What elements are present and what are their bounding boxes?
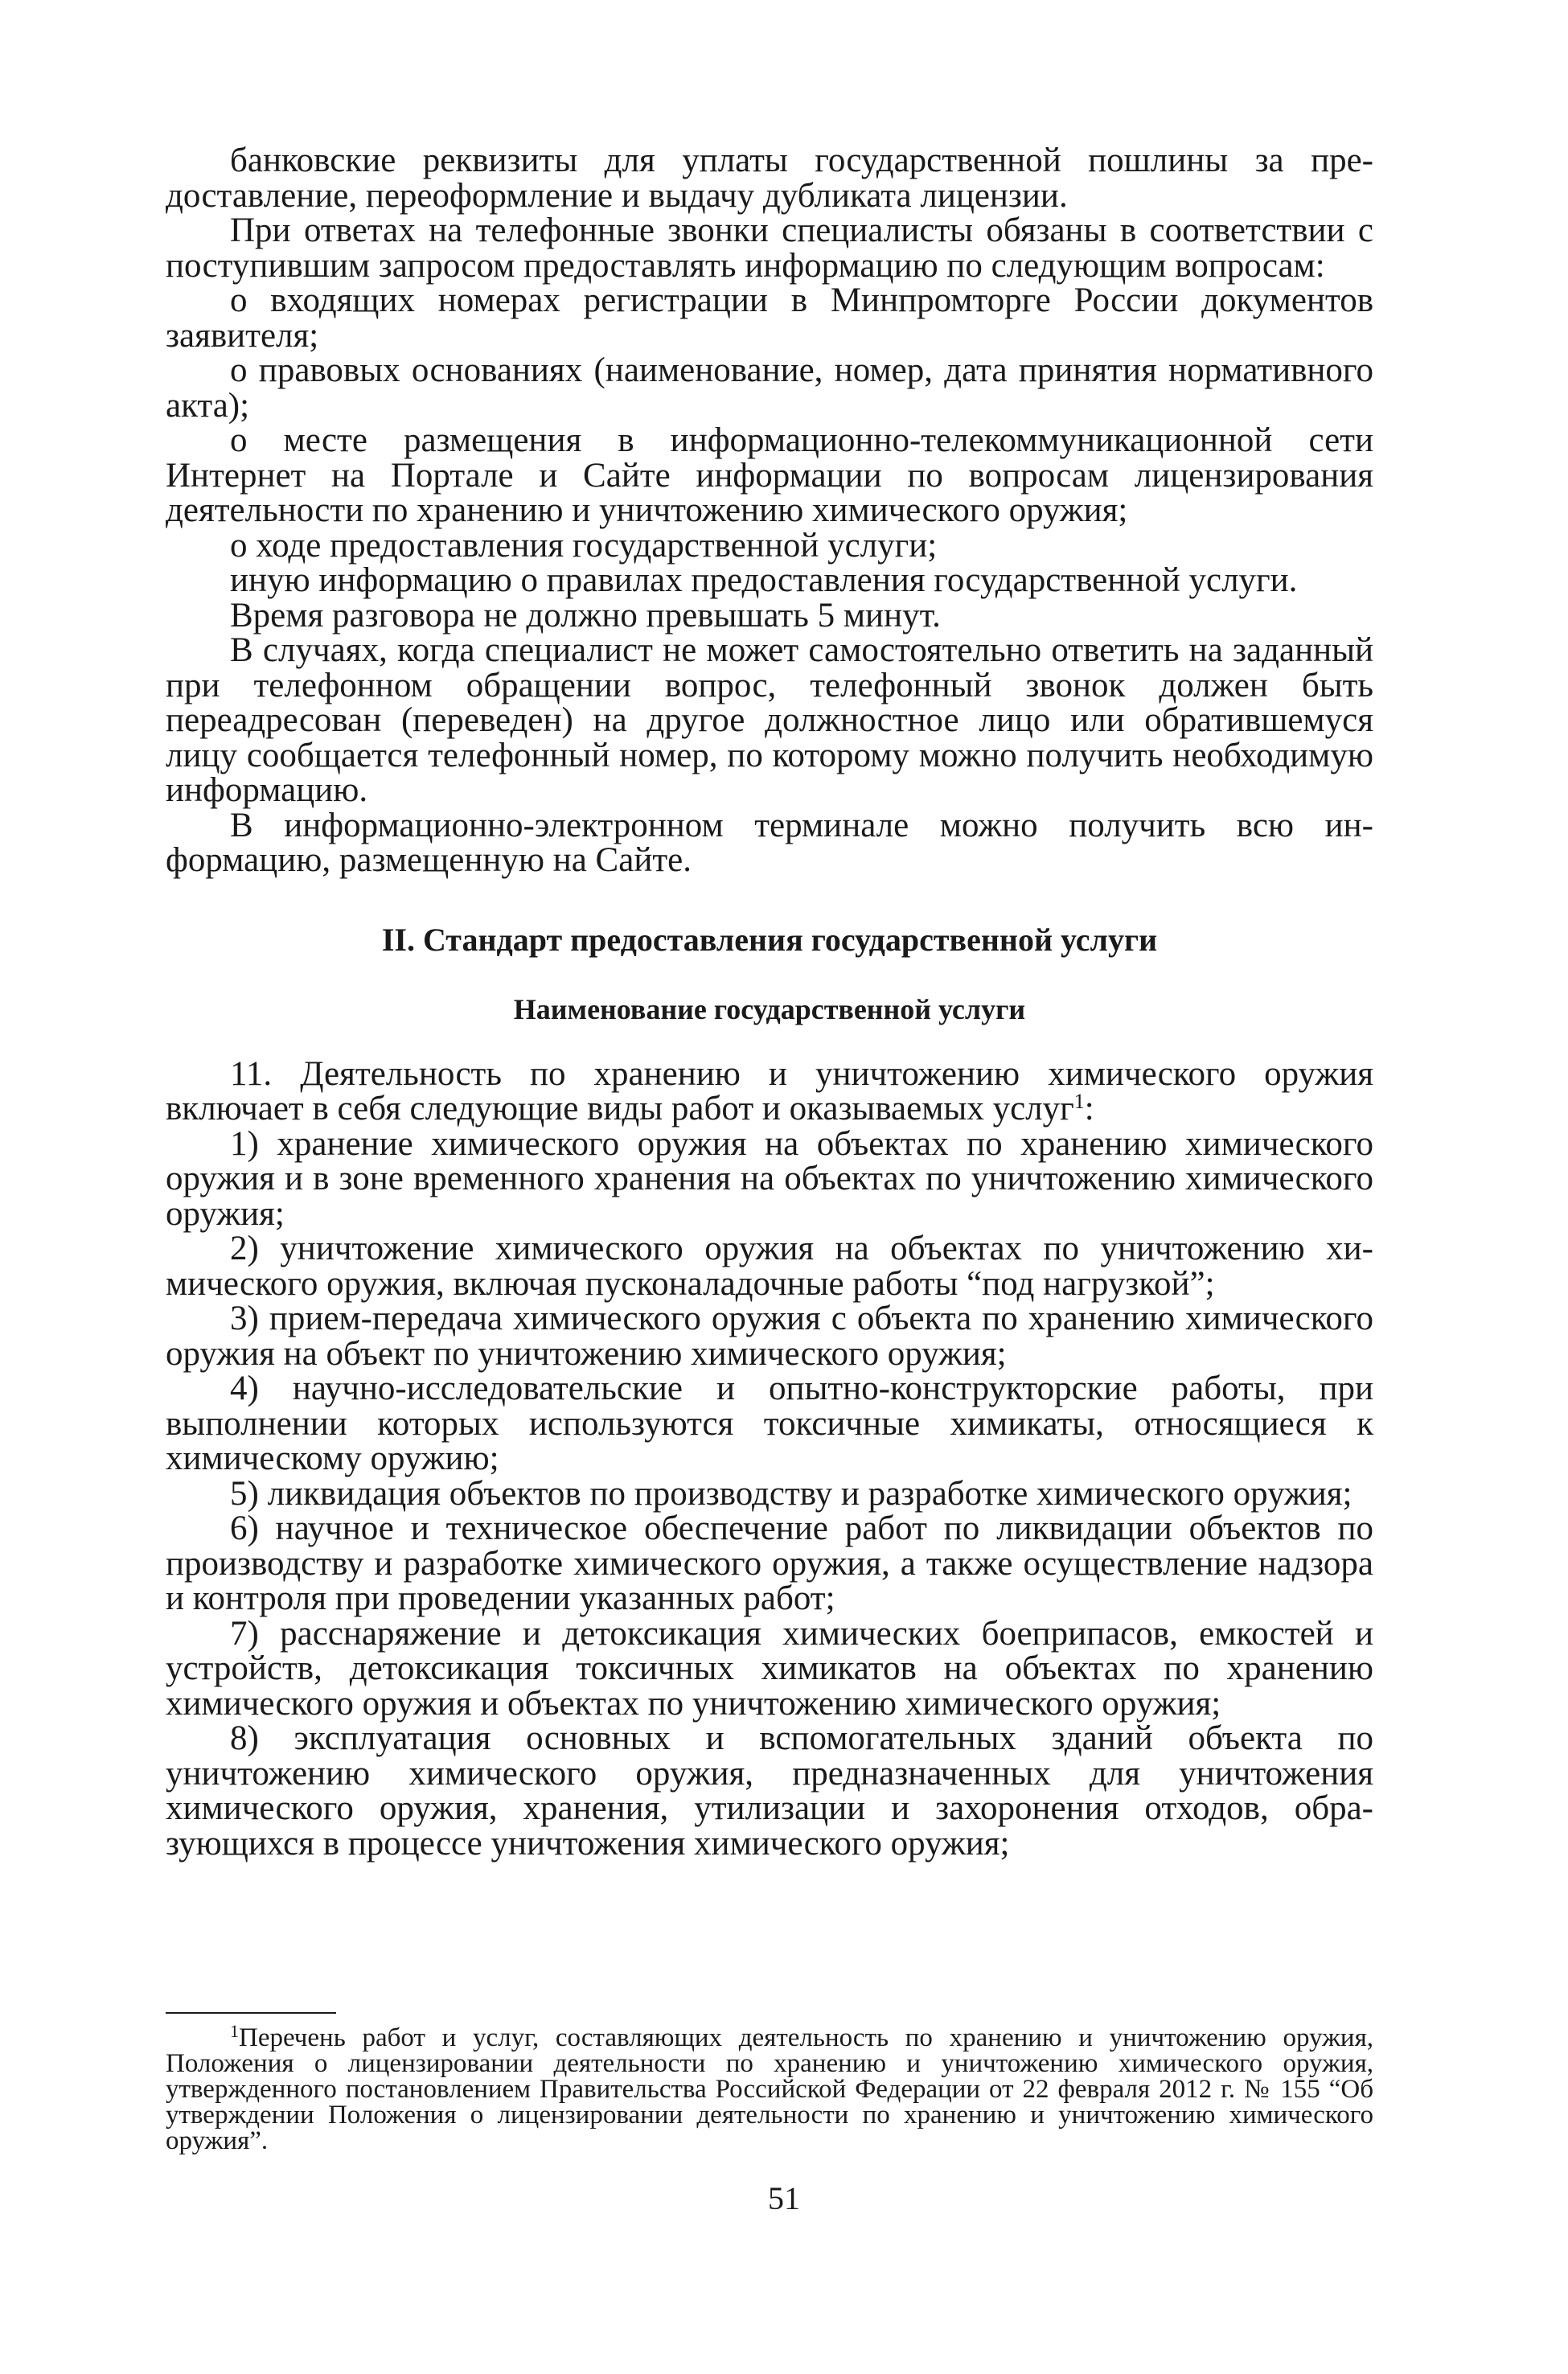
footnote-text: Перечень работ и услуг, составляющих деятельность по хранению и уничтожению оружия, Положения о лицензировании деятельности по хранению и уничтожению химического оружия, утвержденного постановлением Правительства Российской Федерации от 22 февраля 2012 г. № 155 “Об утверждении Положения о лицензировании деятельности по хранению и уничтожению химического оружия”. bbox=[166, 2023, 1373, 2155]
list-item: 2) уничтожение химического оружия на объектах по уничтожению химического оружия, включая пусконаладочные работы “под нагрузкой”; bbox=[166, 1230, 1373, 1303]
paragraph: о ходе предоставления государственной услуги; bbox=[230, 526, 938, 565]
footnote-divider bbox=[166, 2012, 336, 2014]
page-number: 51 bbox=[768, 2180, 800, 2216]
paragraph: Время разговора не должно превышать 5 минут. bbox=[230, 596, 941, 635]
main-text bbox=[166, 143, 1373, 1861]
footnote-marker: 1 bbox=[230, 2021, 239, 2041]
list-item: 5) ликвидация объектов по производству и разработке химического оружия; bbox=[230, 1474, 1353, 1513]
paragraph: банковские реквизиты для уплаты государственной пошлины за предоставление, переоформление и выдачу дубликата лицензии. bbox=[166, 142, 1373, 215]
subsection-heading: Наименование государственной услуги bbox=[513, 992, 1026, 1025]
list-item: 7) расснаряжение и детоксикация химических боеприпасов, емкостей и устройств, детоксикация токсичных химикатов на объектах по хранению химического оружия и объектах по уничтожению химического оружия; bbox=[166, 1614, 1373, 1723]
paragraph: В информационно-электронном терминале можно получить всю информацию, размещенную на Сайте. bbox=[166, 806, 1373, 879]
item-11-text: 11. Деятельность по хранению и уничтожению химического оружия включает в себя следующие виды работ и оказываемых услуг bbox=[166, 1054, 1373, 1127]
list-item: 8) эксплуатация основных и вспомогательных зданий объекта по уничтожению химического оружия, предназначенных для уничтожения химического оружия, хранения, утилизации и захоронения отходов, образующихся в процессе уничтожения химического оружия; bbox=[166, 1719, 1373, 1863]
footnote bbox=[166, 2021, 1373, 2155]
section-heading: II. Стандарт предоставления государственной услуги bbox=[381, 921, 1158, 958]
item-11-tail: : bbox=[1084, 1090, 1094, 1127]
paragraph: В случаях, когда специалист не может самостоятельно ответить на заданный при телефонном обращении вопрос, телефонный звонок должен быть переадресован (переведен) на другое должностное лицо или обратившемуся лицу сообщается телефонный номер, по которому можно получить необходимую информацию. bbox=[166, 631, 1373, 809]
paragraph: о правовых основаниях (наименование, номер, дата принятия нормативного акта); bbox=[166, 351, 1373, 425]
paragraph: иную информацию о правилах предоставления государственной услуги. bbox=[230, 561, 1298, 599]
list-item: 6) научное и техническое обеспечение работ по ликвидации объектов по производству и разработке химического оружия, а также осуществление надзора и контроля при проведении указанных работ; bbox=[166, 1509, 1373, 1617]
paragraph: о входящих номерах регистрации в Минпромторге России документов заявителя; bbox=[166, 281, 1373, 355]
list-item: 3) прием-передача химического оружия с объекта по хранению химического оружия на объект по уничтожению химического оружия; bbox=[166, 1300, 1373, 1373]
footnote-reference: 1 bbox=[1073, 1090, 1085, 1113]
paragraph: При ответах на телефонные звонки специалисты обязаны в соответствии с поступившим запросом предоставлять информацию по следующим вопросам: bbox=[166, 212, 1373, 285]
list-item: 1) хранение химического оружия на объектах по хранению химического оружия и в зоне временного хранения на объектах по уничтожению химического оружия; bbox=[166, 1124, 1373, 1233]
paragraph: о месте размещения в информационно-телекоммуникационной сети Интернет на Портале и Сайте информации по вопросам лицензирования деятельности по хранению и уничтожению химического оружия; bbox=[166, 421, 1373, 529]
list-item: 4) научно-исследовательские и опытно-конструкторские работы, при выполнении которых используются токсичные химикаты, относящиеся к химическому оружию; bbox=[166, 1370, 1373, 1477]
item-11-paragraph bbox=[166, 1054, 1373, 1127]
